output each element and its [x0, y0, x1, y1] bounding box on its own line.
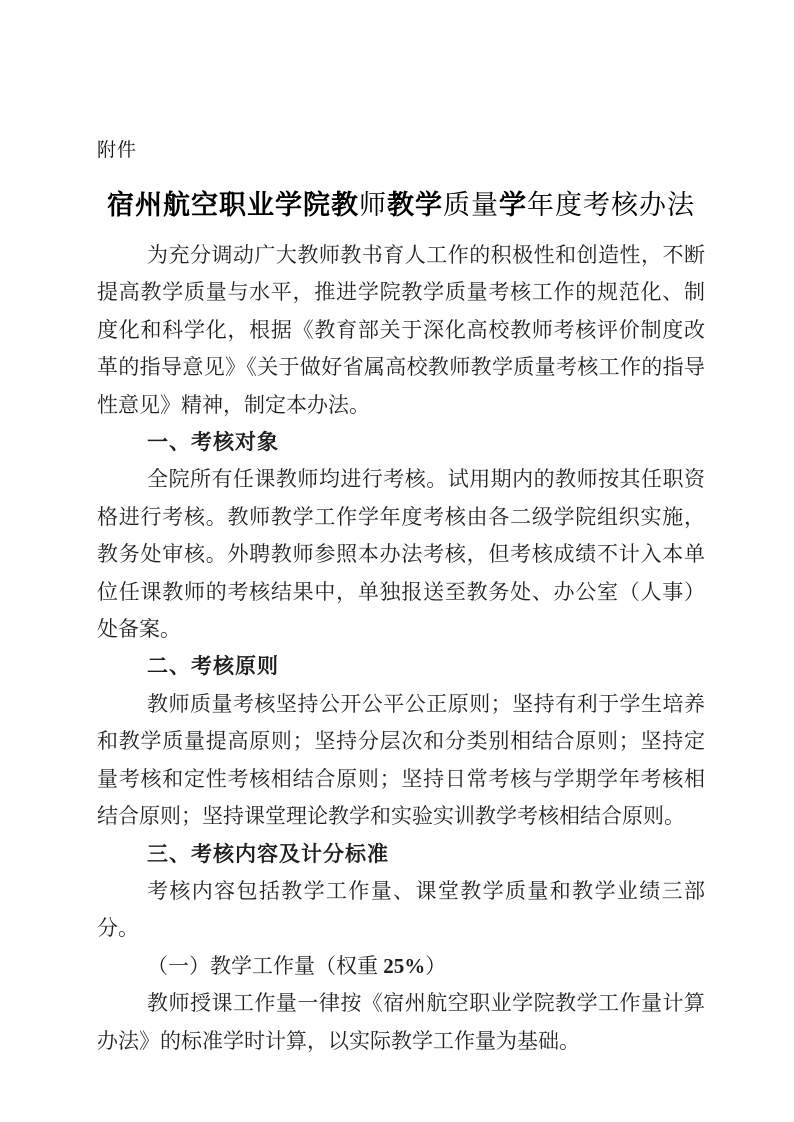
- subsection-1-heading-suffix: ）: [425, 953, 447, 978]
- subsection-1-heading-prefix: （一）教学工作量（权重: [147, 953, 384, 978]
- section-3-paragraph: 考核内容包括教学工作量、课堂教学质量和教学业绩三部分。: [97, 878, 705, 941]
- title-segment-1: 宿州航空职业学院教: [107, 190, 359, 220]
- document-title: [97, 189, 705, 222]
- subsection-1-paragraph: 教师授课工作量一律按《宿州航空职业学院教学工作量计算办法》的标准学时计算，以实际教学工作量为基础。: [97, 991, 705, 1053]
- title-segment-6: 年度考核办法: [527, 190, 695, 220]
- title-segment-5: 学: [499, 190, 527, 220]
- subsection-1-heading: [97, 948, 705, 985]
- section-3-heading: 三、考核内容及计分标准: [147, 841, 389, 866]
- title-segment-4: 质量: [443, 190, 499, 220]
- section-1-heading: 一、考核对象: [147, 430, 279, 455]
- title-segment-3: 教学: [387, 190, 443, 220]
- section-2-heading: 二、考核原则: [147, 654, 279, 679]
- title-segment-2: 师: [359, 190, 387, 220]
- section-1-paragraph: 全院所有任课教师均进行考核。试用期内的教师按其任职资格进行考核。教师教学工作学年度考核由各二级学院组织实施，教务处审核。外聘教师参照本办法考核，但考核成绩不计入本单位任课教师的考核结果中，单独报送至教务处、办公室（人事）处备案。: [97, 467, 705, 642]
- document-body: [97, 237, 705, 1060]
- subsection-1-weight-value: 25%: [383, 953, 426, 978]
- intro-paragraph: 为充分调动广大教师教书育人工作的积极性和创造性，不断提高教学质量与水平，推进学院教学质量考核工作的规范化、制度化和科学化，根据《教育部关于深化高校教师考核评价制度改革的指导意见》《关于做好省属高校教师教学质量考核工作的指导性意见》精神，制定本办法。: [97, 243, 705, 417]
- section-2-paragraph: 教师质量考核坚持公开公平公正原则；坚持有利于学生培养和教学质量提高原则；坚持分层次和分类别相结合原则；坚持定量考核和定性考核相结合原则；坚持日常考核与学期学年考核相结合原则；坚持课堂理论教学和实验实训教学考核相结合原则。: [97, 691, 705, 829]
- attachment-label: 附件: [97, 140, 138, 161]
